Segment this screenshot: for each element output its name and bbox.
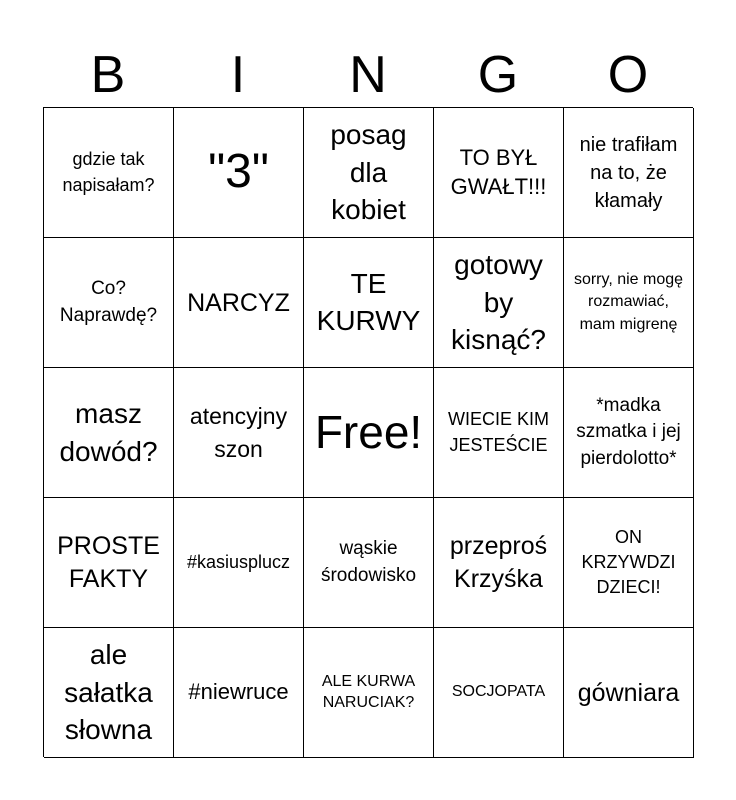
bingo-cell-text: TO BYŁ GWAŁT!!! xyxy=(450,144,547,199)
bingo-cell-text: gówniara xyxy=(577,678,680,707)
bingo-cell-text: "3" xyxy=(208,145,269,199)
bingo-cell[interactable] xyxy=(304,498,434,628)
bingo-cell[interactable] xyxy=(44,368,174,498)
bingo-cell-text: #kasiusplucz xyxy=(186,551,291,572)
bingo-cell[interactable] xyxy=(434,368,564,498)
bingo-cell-text: ON KRZYWDZI DZIECI! xyxy=(581,526,676,598)
bingo-cell[interactable] xyxy=(44,238,174,368)
header-letter-n: N xyxy=(349,46,387,104)
bingo-cell-text: sorry, nie mogę rozmawiać, mam migrenę xyxy=(573,270,684,333)
bingo-cell[interactable] xyxy=(174,238,304,368)
bingo-cell[interactable] xyxy=(434,238,564,368)
bingo-cell[interactable] xyxy=(564,238,694,368)
bingo-cell-text: atencyjny szon xyxy=(189,403,288,462)
bingo-cell-text: ALE KURWA NARUCIAK? xyxy=(321,672,416,711)
bingo-cell[interactable] xyxy=(564,108,694,238)
bingo-cell[interactable] xyxy=(174,108,304,238)
bingo-cell[interactable] xyxy=(174,628,304,758)
bingo-cell[interactable] xyxy=(174,498,304,628)
bingo-cell[interactable] xyxy=(44,628,174,758)
bingo-cell[interactable] xyxy=(564,368,694,498)
header-letter-b: B xyxy=(90,46,126,104)
header-letter-g: G xyxy=(477,46,519,104)
bingo-cell-text: masz dowód? xyxy=(59,397,158,467)
bingo-cell[interactable] xyxy=(304,108,434,238)
bingo-cell[interactable] xyxy=(304,628,434,758)
bingo-cell[interactable] xyxy=(44,498,174,628)
bingo-cell-text: gotowy by kisnąć? xyxy=(451,248,546,356)
bingo-cell-text: SOCJOPATA xyxy=(451,683,546,701)
bingo-cell[interactable] xyxy=(434,498,564,628)
bingo-cell[interactable] xyxy=(304,368,434,498)
bingo-cell-text: WIECIE KIM JESTEŚCIE xyxy=(447,409,549,455)
bingo-cell-text: przeproś Krzyśka xyxy=(449,532,548,593)
bingo-cell-text: PROSTE FAKTY xyxy=(57,532,160,593)
bingo-cell[interactable] xyxy=(434,108,564,238)
bingo-cell-text: nie trafiłam na to, że kłamały xyxy=(579,133,678,212)
bingo-cell-text: NARCYZ xyxy=(187,288,290,317)
bingo-cell-text: #niewruce xyxy=(188,679,289,705)
bingo-cell[interactable] xyxy=(44,108,174,238)
bingo-cell-text: ale sałatka słowna xyxy=(64,638,153,746)
bingo-cell[interactable] xyxy=(434,628,564,758)
bingo-cell-text: TE KURWY xyxy=(316,268,421,336)
header-letter-o: O xyxy=(607,46,649,104)
bingo-header xyxy=(43,44,693,106)
bingo-grid xyxy=(43,107,693,757)
bingo-cell-text: wąskie środowisko xyxy=(320,537,417,586)
bingo-cell-text: gdzie tak napisałam? xyxy=(62,149,155,195)
bingo-cell-text: Free! xyxy=(314,406,423,459)
bingo-cell-text: posag dla kobiet xyxy=(330,118,407,226)
bingo-cell[interactable] xyxy=(564,498,694,628)
bingo-cell-text: *madka szmatka i jej pierdolotto* xyxy=(576,394,681,469)
bingo-cell[interactable] xyxy=(564,628,694,758)
bingo-cell[interactable] xyxy=(174,368,304,498)
bingo-cell-text: Co? Naprawdę? xyxy=(59,277,158,326)
bingo-cell[interactable] xyxy=(304,238,434,368)
header-letter-i: I xyxy=(230,46,246,104)
